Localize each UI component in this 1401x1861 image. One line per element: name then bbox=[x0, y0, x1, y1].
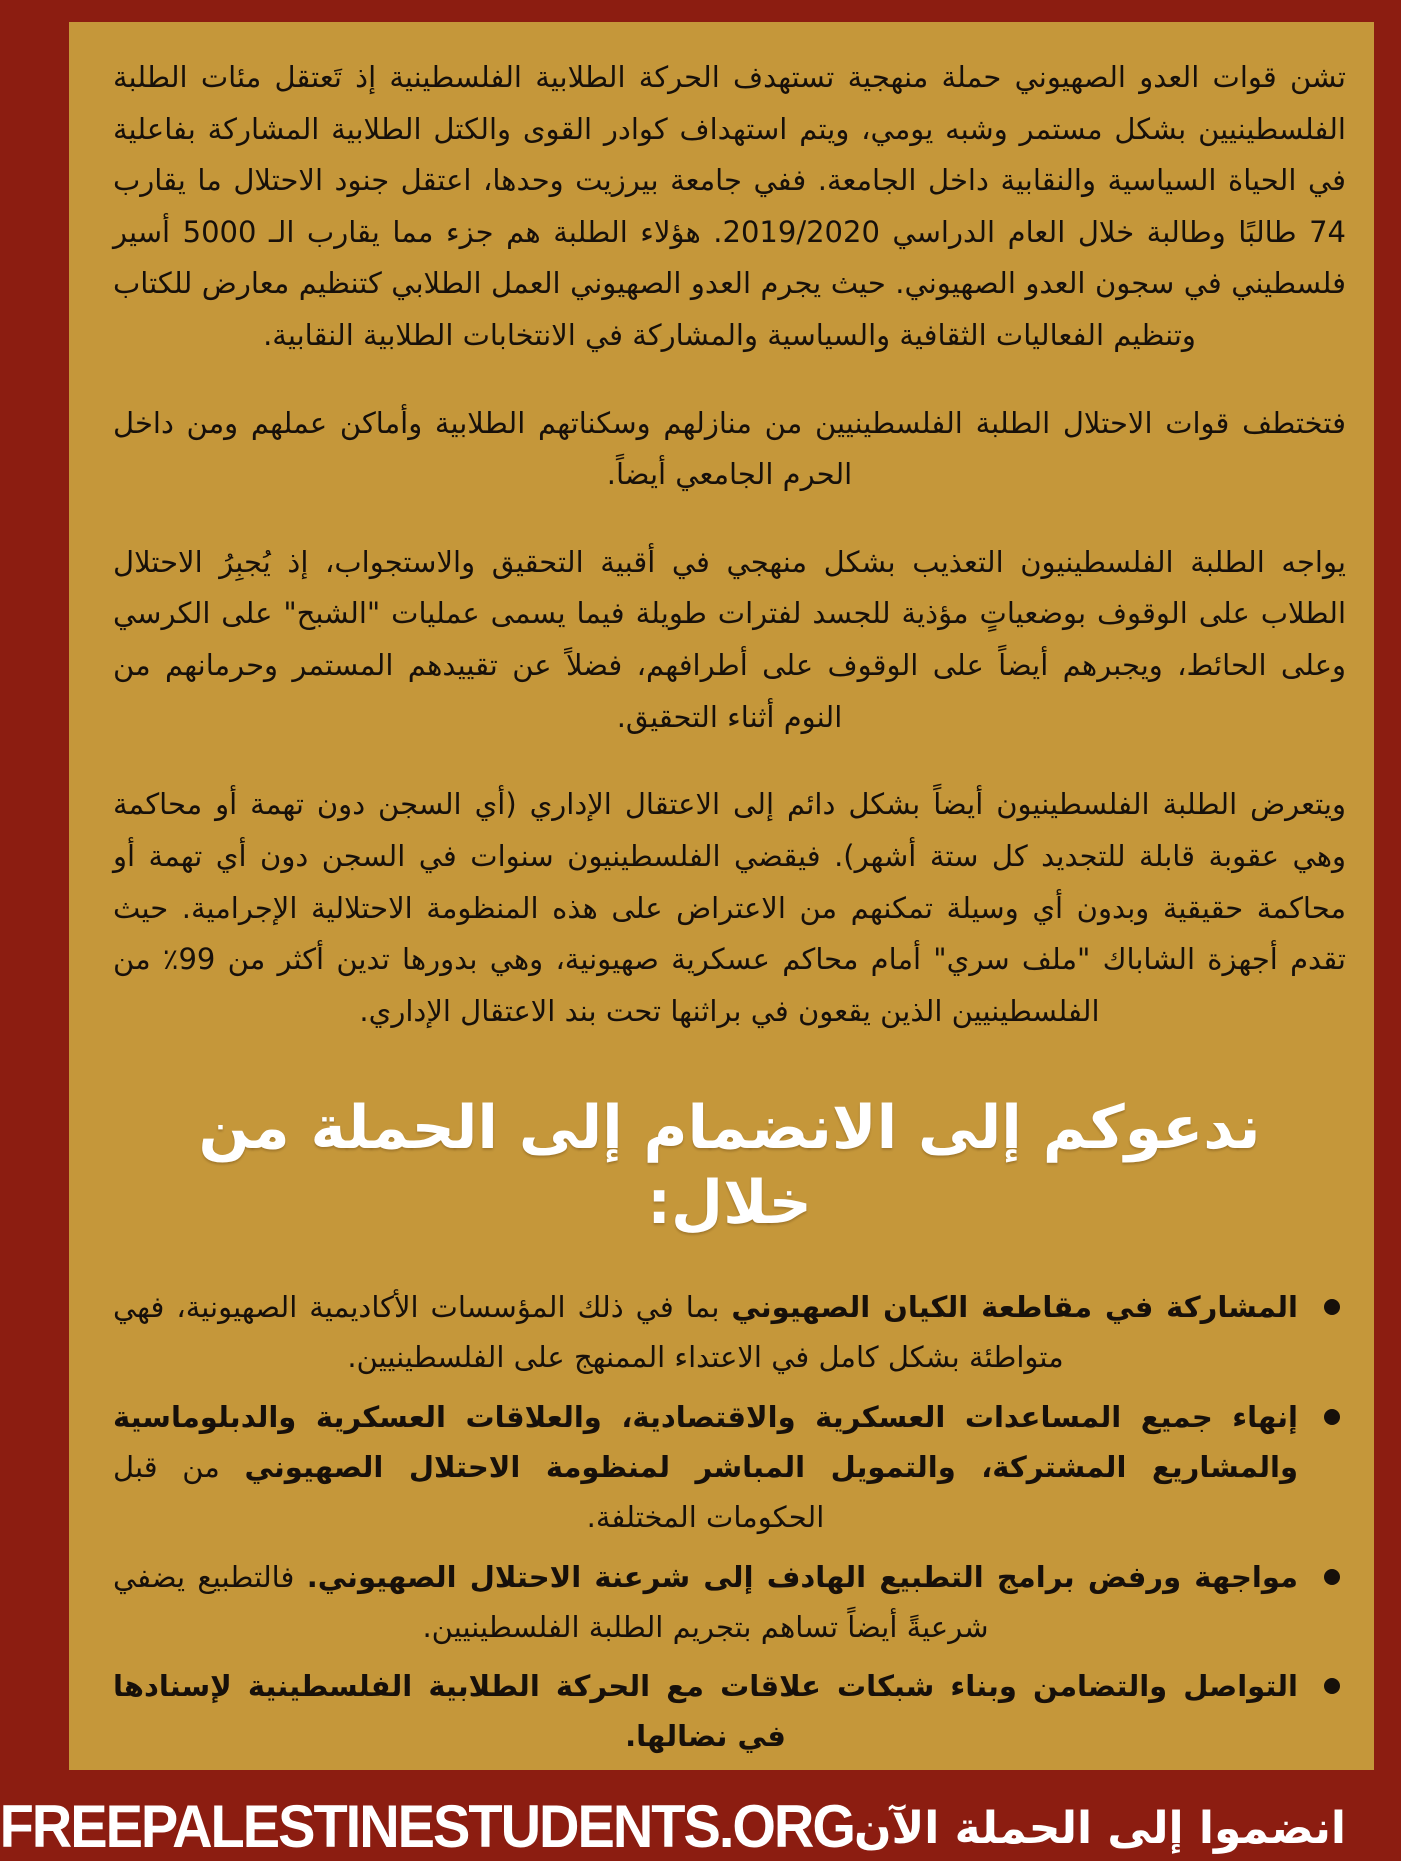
footer bbox=[0, 1772, 1346, 1861]
call-to-action-heading: ندعوكم إلى الانضمام إلى الحملة من خلال: bbox=[198, 1093, 1261, 1239]
list-item-rest-text: فالتطبيع يضفي شرعيةً أيضاً تساهم بتجريم الطلبة الفلسطينيين. bbox=[113, 1559, 989, 1644]
list-item-anti-normalization bbox=[113, 1553, 1346, 1653]
list-item-solidarity bbox=[113, 1662, 1346, 1762]
poster-content bbox=[0, 22, 1374, 1861]
bullet-dot-icon bbox=[1324, 1299, 1340, 1315]
list-item-rest-text: من قبل الحكومات المختلفة. bbox=[113, 1449, 825, 1534]
list-item-bold-text: المشاركة في مقاطعة الكيان الصهيوني bbox=[731, 1290, 1298, 1325]
bullet-dot-icon bbox=[1324, 1569, 1340, 1585]
intro-paragraph-2: فتختطف قوات الاحتلال الطلبة الفلسطينيين من منازلهم وسكناتهم الطلابية وأماكن عملهم ومن داخل الحرم الجامعي أيضاً. bbox=[113, 405, 1346, 492]
list-item-bold-text: مواجهة ورفض برامج التطبيع الهادف إلى شرعنة الاحتلال الصهيوني. bbox=[306, 1559, 1298, 1594]
list-item-bold-text: إنهاء جميع المساعدات العسكرية والاقتصادية، والعلاقات العسكرية والدبلوماسية والمشاريع المشتركة، والتمويل المباشر لمنظومة الاحتلال الصهيوني bbox=[113, 1400, 1299, 1484]
website-url: FREEPALESTINESTUDENTS.ORG bbox=[0, 1792, 854, 1861]
list-item-boycott bbox=[113, 1283, 1346, 1383]
intro-paragraph-4: ويتعرض الطلبة الفلسطينيون أيضاً بشكل دائم إلى الاعتقال الإداري (أي السجن دون تهمة أو محاكمة وهي عقوبة قابلة للتجديد كل ستة أشهر). فيقضي الفلسطينيون سنوات في السجن دون أي تهمة أو محاكمة حقيقية وبدون أي وسيلة تمكنهم من الاعتراض على هذه المنظومة الاحتلالية الإجرامية. حيث تقدم أجهزة الشاباك "ملف سري" أمام محاكم عسكرية صهيونية، وهي بدورها تدين أكثر من 99٪ من الفلسطينيين الذين يقعون في براثنها تحت بند الاعتقال الإداري. bbox=[113, 787, 1347, 1028]
bullet-dot-icon bbox=[1324, 1409, 1340, 1425]
bullet-dot-icon bbox=[1324, 1678, 1340, 1694]
list-item-rest-text: بما في ذلك المؤسسات الأكاديمية الصهيونية، فهي متواطئة بشكل كامل في الاعتداء الممنهج على الفلسطينيين. bbox=[113, 1290, 1064, 1375]
list-item-bold-text: التواصل والتضامن وبناء شبكات علاقات مع الحركة الطلابية الفلسطينية لإسنادها في نضالها. bbox=[113, 1669, 1298, 1754]
list-item-end-aid bbox=[113, 1393, 1346, 1543]
join-campaign-text: انضموا إلى الحملة الآن bbox=[853, 1803, 1346, 1855]
intro-paragraph-3: يواجه الطلبة الفلسطينيون التعذيب بشكل منهجي في أقبية التحقيق والاستجواب، إذ يُجبِرُ الاحتلال الطلاب على الوقوف بوضعياتٍ مؤذية للجسد لفترات طويلة فيما يسمى عمليات "الشبح" على الكرسي وعلى الحائط، ويجبرهم أيضاً على الوقوف على أطرافهم، فضلاً عن تقييدهم المستمر وحرمانهم من النوم أثناء التحقيق. bbox=[113, 544, 1346, 734]
intro-paragraph-1: تشن قوات العدو الصهيوني حملة منهجية تستهدف الحركة الطلابية الفلسطينية إذ تَعتقل مئات الطلبة الفلسطينيين بشكل مستمر وشبه يومي، ويتم استهداف كوادر القوى والكتل الطلابية المشاركة بفاعلية في الحياة السياسية والنقابية داخل الجامعة. ففي جامعة بيرزيت وحدها، اعتقل جنود الاحتلال ما يقارب 74 طالبًا وطالبة خلال العام الدراسي 2019/2020. هؤلاء الطلبة هم جزء مما يقارب الـ 5000 أسير فلسطيني في سجون العدو الصهيوني. حيث يجرم العدو الصهيوني العمل الطلابي كتنظيم معارض للكتاب وتنظيم الفعاليات الثقافية والسياسية والمشاركة في الانتخابات الطلابية النقابية. bbox=[113, 60, 1347, 353]
action-list bbox=[113, 1283, 1346, 1772]
